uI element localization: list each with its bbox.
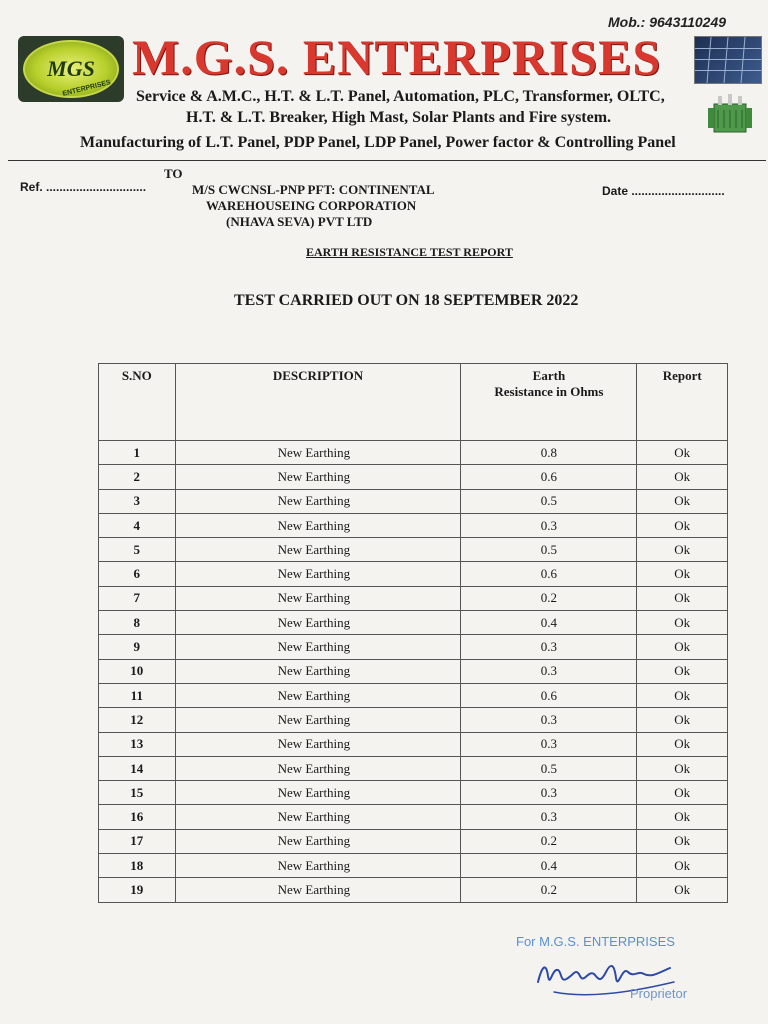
header-divider (8, 160, 766, 161)
table-row (99, 805, 728, 829)
cell-sno: 3 (99, 489, 176, 513)
cell-resistance: 0.5 (461, 538, 637, 562)
logo-subtext: ENTERPRISES (61, 79, 112, 98)
addressee-line-1: M/S CWCNSL-PNP PFT: CONTINENTAL (192, 182, 435, 197)
table-row (99, 781, 728, 805)
services-line-1: Service & A.M.C., H.T. & L.T. Panel, Automation, PLC, Transformer, OLTC, (136, 88, 665, 105)
table-row (99, 635, 728, 659)
cell-sno: 1 (99, 441, 176, 465)
table-row (99, 441, 728, 465)
cell-report: Ok (637, 756, 728, 780)
cell-report: Ok (637, 854, 728, 878)
table-row (99, 489, 728, 513)
cell-report: Ok (637, 465, 728, 489)
cell-report: Ok (637, 878, 728, 902)
table-row (99, 878, 728, 902)
cell-sno: 8 (99, 611, 176, 635)
cell-description: New Earthing (175, 829, 461, 853)
cell-report: Ok (637, 441, 728, 465)
table-row (99, 538, 728, 562)
cell-resistance: 0.4 (461, 854, 637, 878)
table-row (99, 611, 728, 635)
cell-description: New Earthing (175, 659, 461, 683)
solar-panel-image (694, 36, 762, 84)
table-row (99, 854, 728, 878)
cell-report: Ok (637, 611, 728, 635)
cell-description: New Earthing (175, 854, 461, 878)
cell-resistance: 0.3 (461, 781, 637, 805)
cell-report: Ok (637, 538, 728, 562)
signature-company: For M.G.S. ENTERPRISES (516, 934, 675, 949)
header-resistance-line1: Earth (532, 368, 566, 383)
cell-resistance: 0.6 (461, 683, 637, 707)
cell-resistance: 0.3 (461, 635, 637, 659)
cell-description: New Earthing (175, 708, 461, 732)
cell-description: New Earthing (175, 441, 461, 465)
cell-sno: 11 (99, 683, 176, 707)
cell-description: New Earthing (175, 683, 461, 707)
signature-block (516, 934, 688, 1001)
cell-resistance: 0.3 (461, 708, 637, 732)
table-header-row (99, 364, 728, 441)
cell-description: New Earthing (175, 756, 461, 780)
signature-title: Proprietor (630, 986, 688, 1001)
header-report: Report (637, 364, 728, 441)
cell-report: Ok (637, 829, 728, 853)
table-row (99, 756, 728, 780)
cell-sno: 10 (99, 659, 176, 683)
cell-description: New Earthing (175, 513, 461, 537)
table-row (99, 683, 728, 707)
logo-text: MGS (47, 56, 95, 81)
table-row (99, 562, 728, 586)
cell-sno: 15 (99, 781, 176, 805)
cell-sno: 12 (99, 708, 176, 732)
cell-sno: 7 (99, 586, 176, 610)
cell-report: Ok (637, 562, 728, 586)
cell-description: New Earthing (175, 635, 461, 659)
cell-report: Ok (637, 805, 728, 829)
cell-sno: 6 (99, 562, 176, 586)
cell-resistance: 0.3 (461, 732, 637, 756)
table-row (99, 659, 728, 683)
cell-resistance: 0.6 (461, 562, 637, 586)
report-title: EARTH RESISTANCE TEST REPORT (306, 245, 513, 259)
cell-description: New Earthing (175, 805, 461, 829)
to-label: TO (164, 166, 183, 181)
transformer-image (704, 92, 756, 138)
cell-resistance: 0.2 (461, 829, 637, 853)
cell-resistance: 0.3 (461, 805, 637, 829)
header-resistance-line2: Resistance in Ohms (494, 384, 604, 399)
cell-description: New Earthing (175, 465, 461, 489)
table-row (99, 586, 728, 610)
cell-description: New Earthing (175, 489, 461, 513)
cell-description: New Earthing (175, 611, 461, 635)
cell-sno: 9 (99, 635, 176, 659)
table-row (99, 732, 728, 756)
test-date-heading: TEST CARRIED OUT ON 18 SEPTEMBER 2022 (234, 292, 579, 309)
cell-sno: 13 (99, 732, 176, 756)
cell-report: Ok (637, 659, 728, 683)
earth-resistance-table (98, 363, 728, 903)
addressee-line-2: WAREHOUSEING CORPORATION (206, 198, 417, 213)
cell-sno: 17 (99, 829, 176, 853)
cell-description: New Earthing (175, 562, 461, 586)
company-name: M.G.S. ENTERPRISES (132, 29, 662, 85)
cell-sno: 19 (99, 878, 176, 902)
date-field: Date ............................ (602, 184, 725, 198)
cell-resistance: 0.5 (461, 756, 637, 780)
cell-resistance: 0.3 (461, 659, 637, 683)
cell-sno: 18 (99, 854, 176, 878)
header-resistance (461, 364, 637, 441)
cell-description: New Earthing (175, 781, 461, 805)
services-line-2: H.T. & L.T. Breaker, High Mast, Solar Plants and Fire system. (186, 109, 612, 126)
cell-resistance: 0.3 (461, 513, 637, 537)
header-description: DESCRIPTION (175, 364, 461, 441)
cell-report: Ok (637, 781, 728, 805)
cell-sno: 14 (99, 756, 176, 780)
cell-report: Ok (637, 683, 728, 707)
cell-resistance: 0.2 (461, 586, 637, 610)
cell-sno: 16 (99, 805, 176, 829)
cell-report: Ok (637, 513, 728, 537)
cell-sno: 4 (99, 513, 176, 537)
cell-resistance: 0.2 (461, 878, 637, 902)
mobile-number: Mob.: 9643110249 (608, 14, 727, 30)
cell-sno: 2 (99, 465, 176, 489)
cell-resistance: 0.5 (461, 489, 637, 513)
cell-report: Ok (637, 489, 728, 513)
cell-report: Ok (637, 732, 728, 756)
cell-sno: 5 (99, 538, 176, 562)
ref-field: Ref. .............................. (20, 180, 147, 194)
cell-resistance: 0.4 (461, 611, 637, 635)
table-row (99, 829, 728, 853)
table-row (99, 513, 728, 537)
manufacturing-line: Manufacturing of L.T. Panel, PDP Panel, LDP Panel, Power factor & Controlling Panel (80, 134, 676, 151)
cell-resistance: 0.8 (461, 441, 637, 465)
header-sno: S.NO (99, 364, 176, 441)
cell-report: Ok (637, 708, 728, 732)
cell-description: New Earthing (175, 586, 461, 610)
table-row (99, 708, 728, 732)
cell-report: Ok (637, 635, 728, 659)
table-row (99, 465, 728, 489)
cell-description: New Earthing (175, 732, 461, 756)
company-logo (18, 36, 124, 102)
cell-description: New Earthing (175, 878, 461, 902)
addressee-line-3: (NHAVA SEVA) PVT LTD (226, 214, 373, 229)
cell-report: Ok (637, 586, 728, 610)
cell-description: New Earthing (175, 538, 461, 562)
cell-resistance: 0.6 (461, 465, 637, 489)
